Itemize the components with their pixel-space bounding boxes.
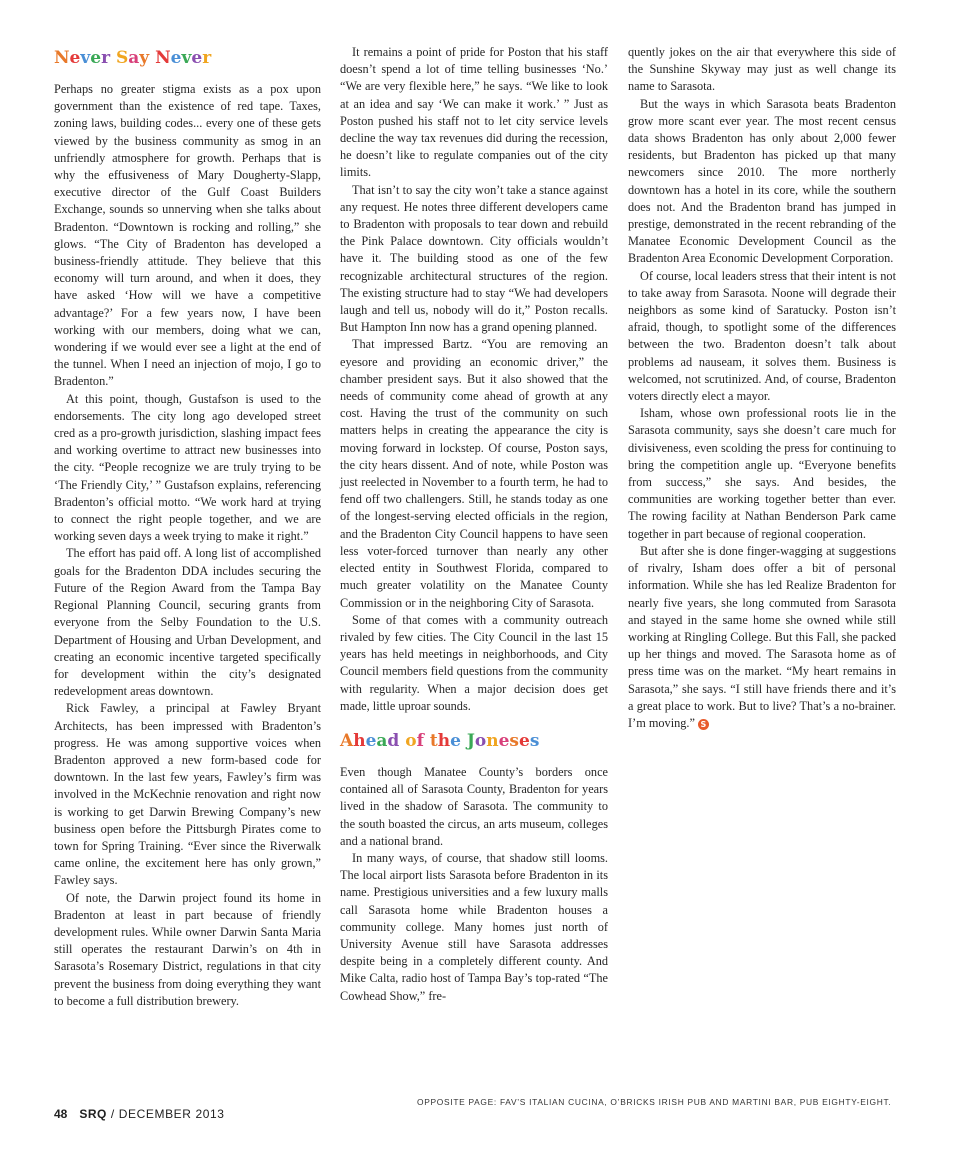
- article-column-2: [340, 44, 608, 1005]
- section-heading-ahead-of-the-joneses: Ahead of the Joneses: [340, 730, 540, 751]
- paragraph: Rick Fawley, a principal at Fawley Bryant Architects, has been impressed with Bradenton’s progress. He was among supportive voices when Bradenton approved a new form-based code for downtown. In the last few years, Fawley’s firm was involved in the McKechnie renovation and right now is working to get Darwin Brewing Company’s new business open before the Pittsburgh Pirates come to town for Spring Training. “Ever since the Riverwalk came online, the excitement here has only grown,” Fawley says.: [54, 701, 321, 888]
- paragraph: quently jokes on the air that everywhere this side of the Sunshine Skyway may just as well change its name to Sarasota.: [628, 45, 896, 94]
- paragraph: It remains a point of pride for Poston that his staff doesn’t spend a lot of time telling businesses ‘No.’ “We are very flexible here,” he says. “We like to look at an idea and say ‘We can make it work.’ ” Just as Poston pushed his staff not to let city service levels decline the way tax revenues did during the recession, he doesn’t like to regulate companies out of the city limits.: [340, 45, 608, 180]
- paragraph: Of course, local leaders stress that their intent is not to take away from Sarasota. Noone will degrade their neighbors as some kind of Saratucky. Poston isn’t afraid, though, to spotlight some of the differences between the two. Bradenton doesn’t talk about problems ad nauseam, it solves them. Business is welcomed, not scrutinized. And, of course, Bradenton voters directly elect a mayor.: [628, 268, 896, 404]
- paragraph: Isham, whose own professional roots lie in the Sarasota community, says she doesn’t care much for divisiveness, even scolding the press for continuing to bring the competition angle up. “Everyone benefits from success,” she says. And besides, the communities are working together better than ever. The rowing facility at Nathan Benderson Park came together in part because of regional cooperation.: [628, 406, 896, 541]
- paragraph-final-text: But after she is done finger-wagging at suggestions of rivalry, Isham does offer a bit of personal information. While she has led Realize Bradenton for nearly five years, she long commuted from Sarasota and stayed in the same home she owned while still working at Ringling College. But this Fall, she packed up her things and moved. The Sarasota home as of press time was on the market. “My heart remains in Sarasota,” she says. “I still have friends there and it’s a great place to work. But to live? That’s a no-brainer. I’m moving.”: [628, 543, 896, 730]
- paragraph: Some of that comes with a community outreach rivaled by few cities. The City Council in the last 15 years has held meetings in neighborhoods, and City Council members field questions from the community with regularity. When a major decision does get made, little uproar sounds.: [340, 612, 608, 713]
- paragraph: The effort has paid off. A long list of accomplished goals for the Bradenton DDA includes securing the Future of the Region Award from the Tampa Bay Regional Planning Council, securing grants from everyone from the Selby Foundation to the U.S. Department of Housing and Urban Development, and creating an economic incentive targeted specifically for development within the city’s designated redevelopment areas downtown.: [54, 546, 321, 699]
- article-column-1: [54, 44, 321, 1010]
- paragraph: That isn’t to say the city won’t take a stance against any request. He notes three different developers came to Bradenton with proposals to tear down and rebuild the Pink Palace downtown. City officials wouldn’t have it. The building stood as one of the few recognizable architectural structures of the region. The existing structure had to stay “We had developers laugh and tell us, nobody will do it,” Poston recalls. But Hampton Inn now has a grand opening planned.: [340, 182, 608, 335]
- paragraph: Of note, the Darwin project found its home in Bradenton at least in part because of friendly development rules. While owner Darwin Santa Maria still operates the restaurant Darwin’s on 4th in Sarasota’s Rosemary District, regulations in that city prevent the business from doing everything they want to become a full distribution brewery.: [54, 890, 321, 1008]
- end-of-article-icon: S: [698, 719, 709, 730]
- photo-caption: OPPOSITE PAGE: FAV’S ITALIAN CUCINA, O’BRICKS IRISH PUB AND MARTINI BAR, PUB EIGHTY-EIGHT.: [417, 1097, 892, 1107]
- page-footer: [54, 1107, 225, 1121]
- paragraph: At this point, though, Gustafson is used to the endorsements. The city long ago developed street cred as a pro-growth jurisdiction, slashing impact fees and working overtime to attract new businesses into the city. “People recognize we are truly trying to be ‘The Friendly City,’ ” Gustafson explains, referencing Bradenton’s official motto. “We work hard at trying to connect the right people together, and we are working seven days a week trying to make it right.”: [54, 391, 321, 544]
- magazine-name: SRQ: [79, 1107, 107, 1121]
- paragraph: Even though Manatee County’s borders once contained all of Sarasota County, Bradenton for years lived in the shadow of Sarasota. The community to the south boasted the circus, an arts museum, colleges and a national brand.: [340, 764, 608, 848]
- section-heading-never-say-never: Never Say Never: [54, 48, 212, 68]
- paragraph-final: [628, 543, 896, 732]
- paragraph: But the ways in which Sarasota beats Bradenton grow more scant ever year. The most recent census data shows Bradenton has only about 2,000 fewer residents, but Bradenton has picked up that many newcomers since 2010. The more northerly downtown has a hotel in its core, while the southern does not. And the Bradenton brand has jumped in prestige, demonstrated in the recent rebranding of the Manatee Economic Development Council as the Bradenton Area Economic Development Corporation.: [628, 96, 896, 266]
- paragraph: In many ways, of course, that shadow still looms. The local airport lists Sarasota before Bradenton in its name. Prestigious universities and a few luxury malls call Sarasota home while Bradenton houses a community college. Many homes just north of University Avenue still have Sarasota addresses despite being in a completely different county. And Mike Calta, radio host of Tampa Bay’s top-rated “The Cowhead Show,” fre-: [340, 850, 608, 1003]
- paragraph: Perhaps no greater stigma exists as a pox upon government than the existence of red tape. Taxes, zoning laws, building codes... every one of these gets viewed by the business community as smog in an unfriendly atmosphere for growth. Perhaps that is why the effusiveness of Mary Dougherty-Slapp, executive director of the Gulf Coast Builders Exchange, sounds so unnerving when she talks about Bradenton. “Downtown is rocking and rolling,” she glows. “The City of Bradenton has developed a business-friendly attitude. They believe that this economy will turn around, and when it does, they have asked ‘How will we have a competitive advantage?’ For a few years now, I have been working with our members, doing what we can, wondering if we would ever see a light at the end of the tunnel. When I need an injection of mojo, I go to Bradenton.”: [54, 82, 321, 389]
- paragraph: That impressed Bartz. “You are removing an eyesore and providing an economic driver,” the chamber president says. But it also showed that the needs of community come ahead of growth at any cost. Having the trust of the community on such matters helps in creating the appearance the city is moving forward in lockstep. Of course, Poston says, the city hears dissent. And of note, while Poston was just reelected in November to a fourth term, he had to fend off two challengers. Still, he stands today as one of the longest-serving elected officials in the region, and the Bradenton City Council happens to have seen less voter-forced turnover than nearly any other elected entity in Southwest Florida, compared to much greater volatility on the Manatee County Commission or in the neighboring City of Sarasota.: [340, 337, 608, 610]
- page-number: 48: [54, 1107, 68, 1121]
- issue-date: / DECEMBER 2013: [110, 1107, 225, 1121]
- article-column-3: [628, 44, 896, 732]
